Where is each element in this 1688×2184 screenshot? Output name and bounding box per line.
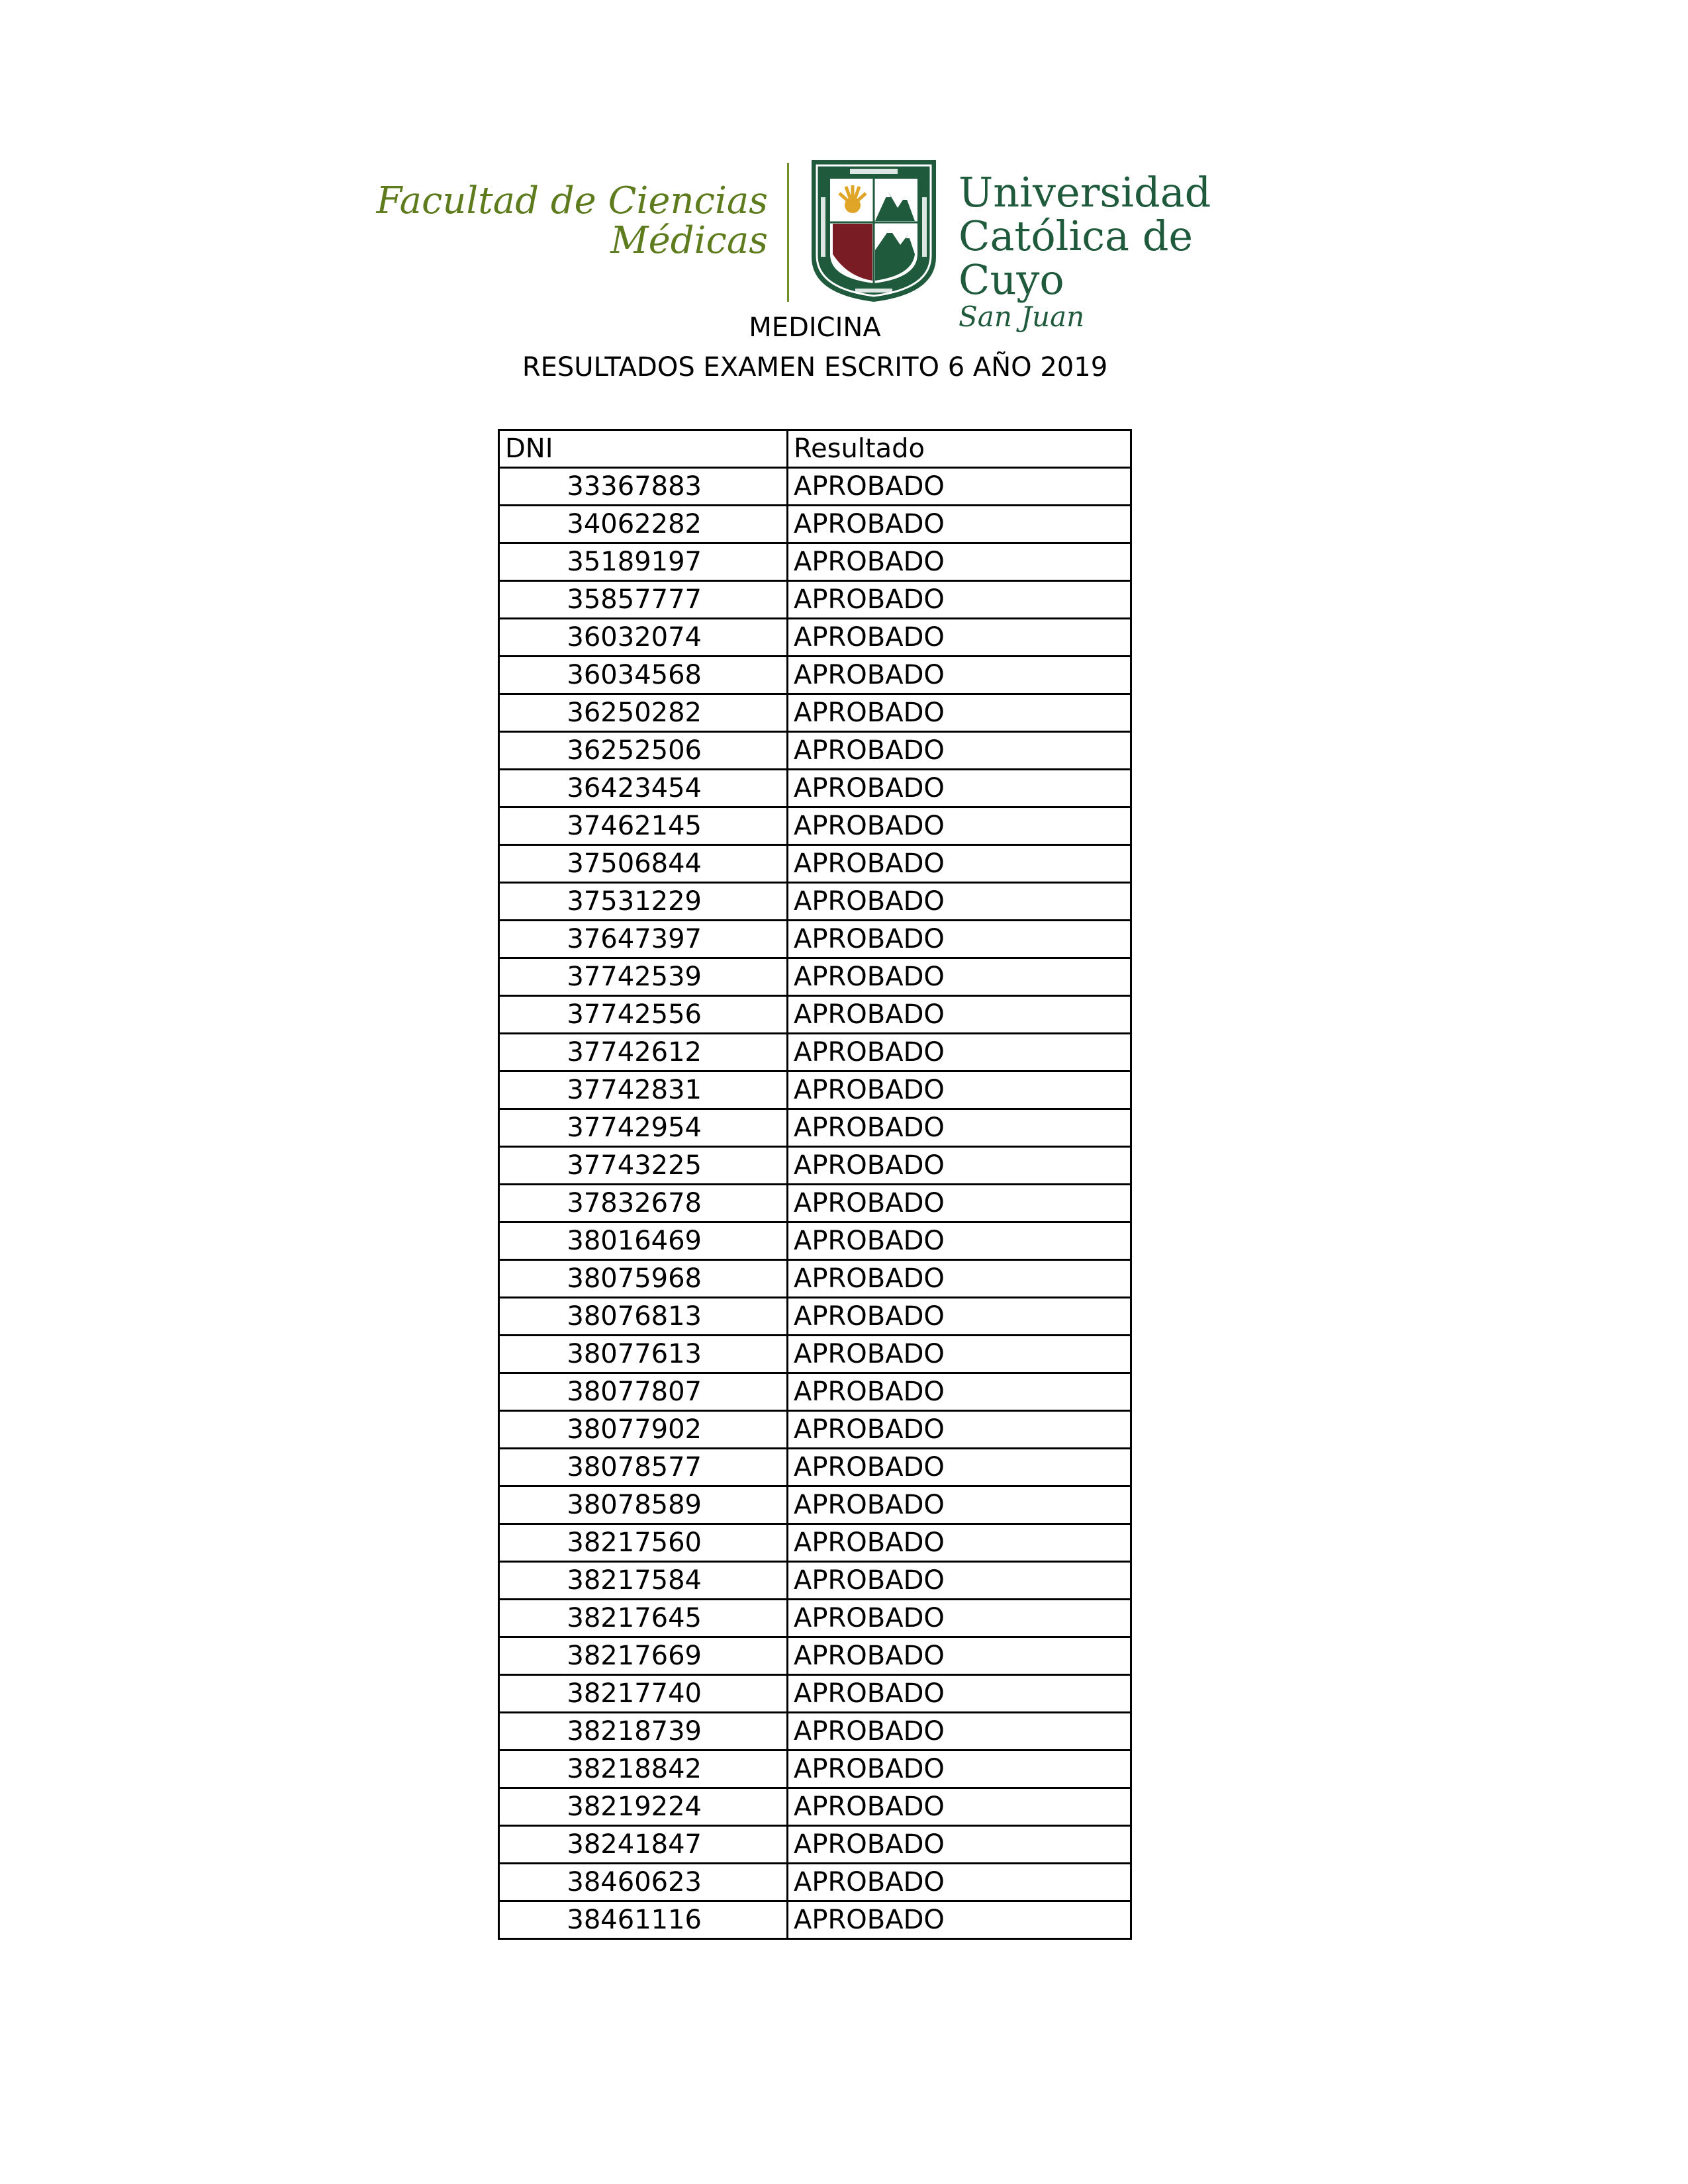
dni-cell: 37742954: [499, 1109, 788, 1147]
resultado-cell: APROBADO: [788, 657, 1131, 694]
table-row: [499, 468, 1131, 506]
dni-cell: 34062282: [499, 506, 788, 543]
dni-cell: 38077902: [499, 1411, 788, 1449]
table-row: [499, 581, 1131, 619]
table-row: [499, 1373, 1131, 1411]
resultado-cell: APROBADO: [788, 1486, 1131, 1524]
table-row: [499, 1449, 1131, 1486]
table-row: [499, 1637, 1131, 1675]
resultado-cell: APROBADO: [788, 1298, 1131, 1336]
dni-cell: 36250282: [499, 694, 788, 732]
dni-cell: 37462145: [499, 807, 788, 845]
dni-cell: 38078589: [499, 1486, 788, 1524]
table-row: [499, 1298, 1131, 1336]
dni-cell: 38217669: [499, 1637, 788, 1675]
table-row: [499, 1901, 1131, 1939]
table-row: [499, 657, 1131, 694]
resultado-cell: APROBADO: [788, 1411, 1131, 1449]
resultado-cell: APROBADO: [788, 883, 1131, 921]
dni-cell: 38460623: [499, 1864, 788, 1901]
table-row: [499, 996, 1131, 1034]
table-row: [499, 845, 1131, 883]
dni-cell: 35189197: [499, 543, 788, 581]
resultado-cell: APROBADO: [788, 1637, 1131, 1675]
table-row: [499, 1147, 1131, 1185]
table-row: [499, 1713, 1131, 1751]
resultado-cell: APROBADO: [788, 1524, 1131, 1562]
dni-cell: 38218739: [499, 1713, 788, 1751]
dni-cell: 37742612: [499, 1034, 788, 1071]
faculty-name-line1: Facultad de Ciencias: [376, 179, 768, 222]
resultado-cell: APROBADO: [788, 1373, 1131, 1411]
dni-cell: 36034568: [499, 657, 788, 694]
resultado-cell: APROBADO: [788, 1109, 1131, 1147]
dni-cell: 37832678: [499, 1185, 788, 1222]
dni-cell: 38078577: [499, 1449, 788, 1486]
table-row: [499, 958, 1131, 996]
results-table-body: [499, 468, 1131, 1939]
table-row: [499, 1071, 1131, 1109]
resultado-cell: APROBADO: [788, 581, 1131, 619]
resultado-cell: APROBADO: [788, 1336, 1131, 1373]
dni-cell: 38217560: [499, 1524, 788, 1562]
document-subtitle: RESULTADOS EXAMEN ESCRITO 6 AÑO 2019: [522, 352, 1108, 383]
resultado-cell: APROBADO: [788, 732, 1131, 770]
table-row: [499, 883, 1131, 921]
dni-cell: 38461116: [499, 1901, 788, 1939]
resultado-cell: APROBADO: [788, 506, 1131, 543]
dni-cell: 36032074: [499, 619, 788, 657]
table-row: [499, 1600, 1131, 1637]
resultado-cell: APROBADO: [788, 1185, 1131, 1222]
resultado-cell: APROBADO: [788, 1260, 1131, 1298]
resultado-cell: APROBADO: [788, 1788, 1131, 1826]
resultado-cell: APROBADO: [788, 1222, 1131, 1260]
resultado-cell: APROBADO: [788, 619, 1131, 657]
table-header-row: [499, 430, 1131, 468]
dni-cell: 33367883: [499, 468, 788, 506]
resultado-cell: APROBADO: [788, 1071, 1131, 1109]
logo-divider: [787, 163, 789, 302]
resultado-cell: APROBADO: [788, 845, 1131, 883]
header-dni: DNI: [499, 430, 788, 468]
table-row: [499, 1788, 1131, 1826]
dni-cell: 38016469: [499, 1222, 788, 1260]
resultado-cell: APROBADO: [788, 807, 1131, 845]
resultado-cell: APROBADO: [788, 468, 1131, 506]
resultado-cell: APROBADO: [788, 543, 1131, 581]
dni-cell: 38217740: [499, 1675, 788, 1713]
table-row: [499, 1486, 1131, 1524]
table-row: [499, 619, 1131, 657]
resultado-cell: APROBADO: [788, 958, 1131, 996]
university-location: San Juan: [959, 300, 1085, 333]
header-resultado: Resultado: [788, 430, 1131, 468]
dni-cell: 38075968: [499, 1260, 788, 1298]
resultado-cell: APROBADO: [788, 921, 1131, 958]
table-row: [499, 1675, 1131, 1713]
dni-cell: 38241847: [499, 1826, 788, 1864]
resultado-cell: APROBADO: [788, 770, 1131, 807]
table-row: [499, 1109, 1131, 1147]
dni-cell: 37506844: [499, 845, 788, 883]
table-row: [499, 1524, 1131, 1562]
dni-cell: 37531229: [499, 883, 788, 921]
resultado-cell: APROBADO: [788, 1826, 1131, 1864]
table-row: [499, 694, 1131, 732]
table-row: [499, 1864, 1131, 1901]
resultado-cell: APROBADO: [788, 1751, 1131, 1788]
resultado-cell: APROBADO: [788, 1675, 1131, 1713]
resultado-cell: APROBADO: [788, 1034, 1131, 1071]
university-name-line1: Universidad: [959, 168, 1211, 216]
university-name-line2: Católica de Cuyo: [959, 212, 1194, 304]
resultado-cell: APROBADO: [788, 1147, 1131, 1185]
dni-cell: 37742539: [499, 958, 788, 996]
table-row: [499, 770, 1131, 807]
university-shield-icon: [808, 158, 940, 304]
table-row: [499, 732, 1131, 770]
results-table: [498, 429, 1132, 1940]
dni-cell: 38218842: [499, 1751, 788, 1788]
dni-cell: 37742556: [499, 996, 788, 1034]
dni-cell: 37742831: [499, 1071, 788, 1109]
faculty-name-line2: Médicas: [610, 219, 768, 262]
table-row: [499, 1336, 1131, 1373]
resultado-cell: APROBADO: [788, 694, 1131, 732]
table-row: [499, 1185, 1131, 1222]
dni-cell: 36252506: [499, 732, 788, 770]
table-row: [499, 1562, 1131, 1600]
university-name: [959, 168, 1258, 333]
dni-cell: 38219224: [499, 1788, 788, 1826]
resultado-cell: APROBADO: [788, 1864, 1131, 1901]
resultado-cell: APROBADO: [788, 1713, 1131, 1751]
faculty-name: [371, 181, 768, 261]
table-row: [499, 1034, 1131, 1071]
dni-cell: 38077807: [499, 1373, 788, 1411]
resultado-cell: APROBADO: [788, 996, 1131, 1034]
resultado-cell: APROBADO: [788, 1600, 1131, 1637]
table-row: [499, 921, 1131, 958]
table-row: [499, 506, 1131, 543]
table-row: [499, 1260, 1131, 1298]
document-title: MEDICINA: [749, 312, 881, 343]
resultado-cell: APROBADO: [788, 1562, 1131, 1600]
table-row: [499, 1222, 1131, 1260]
dni-cell: 38217645: [499, 1600, 788, 1637]
table-row: [499, 807, 1131, 845]
dni-cell: 37743225: [499, 1147, 788, 1185]
dni-cell: 37647397: [499, 921, 788, 958]
table-row: [499, 543, 1131, 581]
dni-cell: 38076813: [499, 1298, 788, 1336]
resultado-cell: APROBADO: [788, 1901, 1131, 1939]
dni-cell: 38217584: [499, 1562, 788, 1600]
table-row: [499, 1751, 1131, 1788]
dni-cell: 38077613: [499, 1336, 788, 1373]
table-row: [499, 1411, 1131, 1449]
resultado-cell: APROBADO: [788, 1449, 1131, 1486]
dni-cell: 35857777: [499, 581, 788, 619]
table-row: [499, 1826, 1131, 1864]
dni-cell: 36423454: [499, 770, 788, 807]
